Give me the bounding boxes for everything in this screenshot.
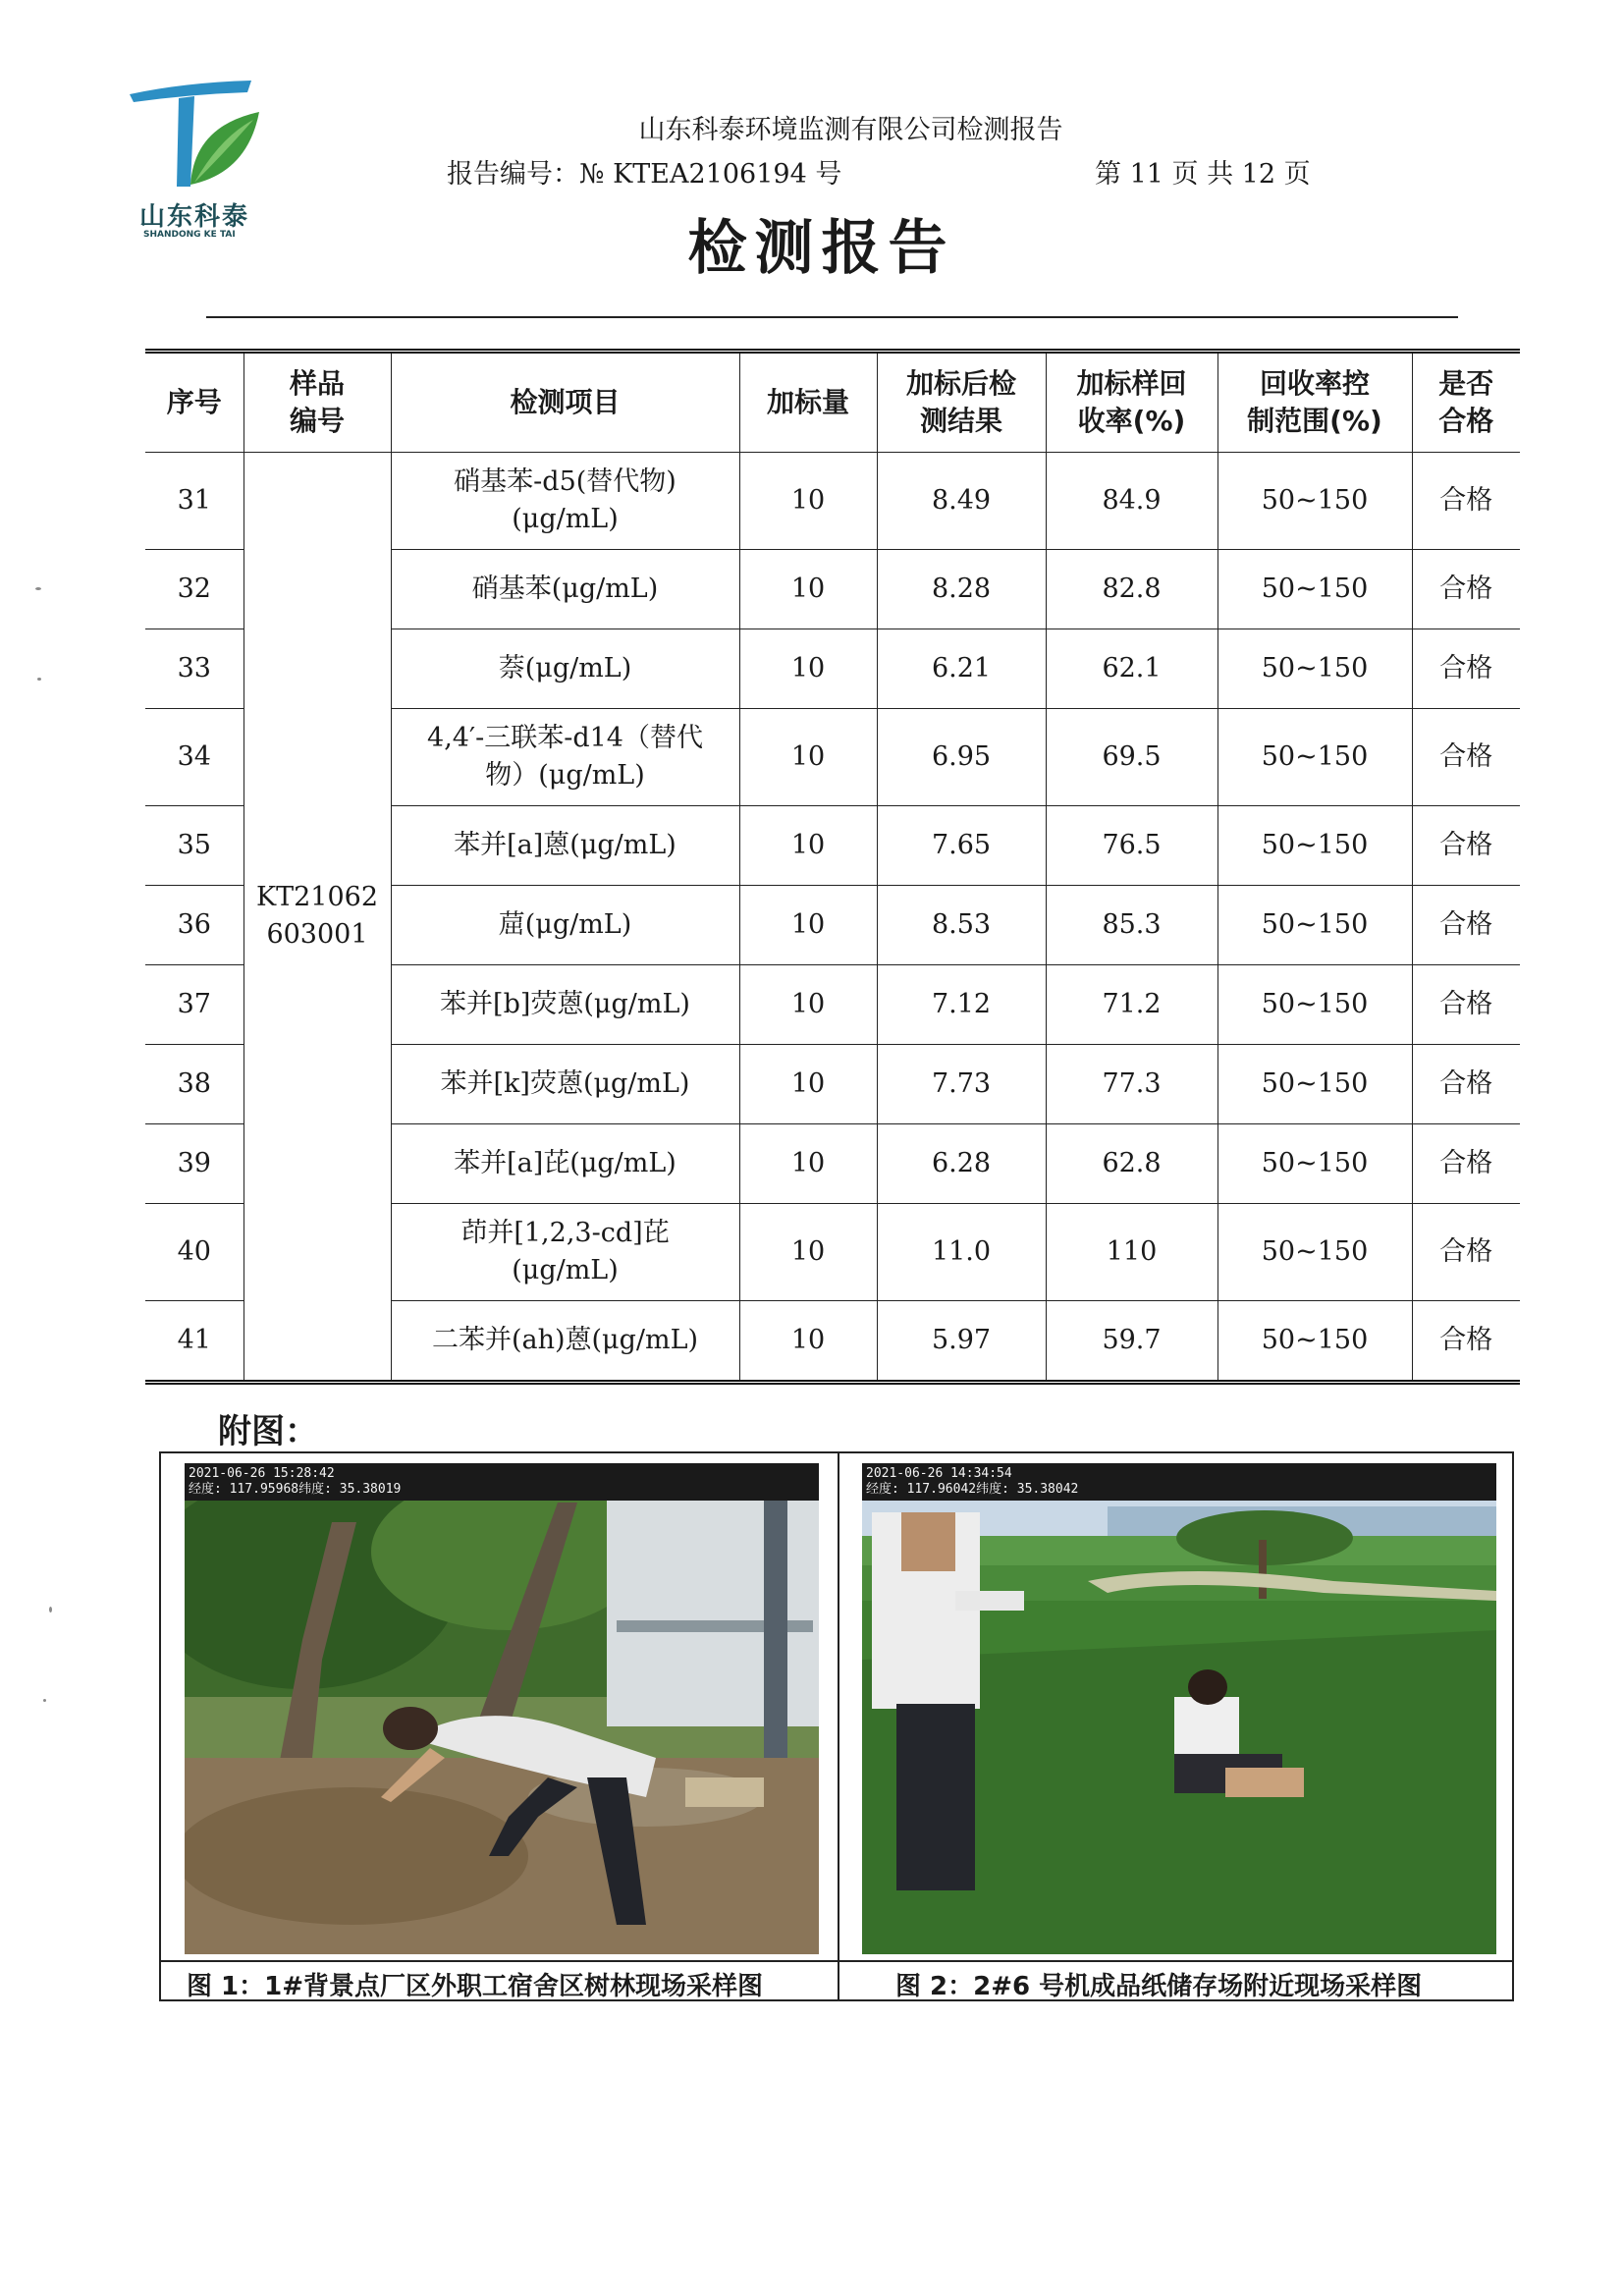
table-row: 40 茚并[1,2,3-cd]芘 (μg/mL) 10 11.0 110 50~150 合格 <box>145 1204 1520 1301</box>
scan-speck <box>35 587 41 590</box>
table-row: 32 硝基苯(μg/mL) 10 8.28 82.8 50~150 合格 <box>145 550 1520 629</box>
item-cell: 4,4′-三联苯-d14（替代 物）(μg/mL) <box>391 709 739 806</box>
table-row: 35 苯并[a]蒽(μg/mL) 10 7.65 76.5 50~150 合格 <box>145 806 1520 886</box>
header-divider <box>206 316 1458 318</box>
scan-speck <box>43 1699 46 1702</box>
company-line: 山东科泰环境监测有限公司检测报告 <box>638 115 1063 145</box>
photo-1-time: 2021-06-26 15:28:42 <box>189 1466 335 1481</box>
item-cell: 硝基苯-d5(替代物) (μg/mL) <box>391 453 739 550</box>
table-row: 31 KT21062 603001 硝基苯-d5(替代物) (μg/mL) 10 8.49 84.9 50~150 合格 <box>145 453 1520 550</box>
photo-2-coords: 经度: 117.96042纬度: 35.38042 <box>866 1482 1079 1497</box>
item-cell: 二苯并(ah)蒽(μg/mL) <box>391 1301 739 1383</box>
item-cell: 苯并[b]荧蒽(μg/mL) <box>391 965 739 1045</box>
page-info: 第 11 页 共 12 页 <box>1095 159 1311 190</box>
table-row: 39 苯并[a]芘(μg/mL) 10 6.28 62.8 50~150 合格 <box>145 1124 1520 1204</box>
results-table <box>145 349 1520 1385</box>
document-title: 检测报告 <box>687 214 955 283</box>
item-cell: 萘(μg/mL) <box>391 629 739 709</box>
attachments-label: 附图： <box>218 1412 318 1451</box>
scan-speck <box>37 678 41 681</box>
table-row: 37 苯并[b]荧蒽(μg/mL) 10 7.12 71.2 50~150 合格 <box>145 965 1520 1045</box>
header-pass: 是否 合格 <box>1412 352 1520 453</box>
header-recovery: 加标样回 收率(%) <box>1046 352 1217 453</box>
item-cell: 䓛(μg/mL) <box>391 886 739 965</box>
table-row: 41 二苯并(ah)蒽(μg/mL) 10 5.97 59.7 50~150 合格 <box>145 1301 1520 1383</box>
item-cell: 苯并[a]蒽(μg/mL) <box>391 806 739 886</box>
table-row: 36 䓛(μg/mL) 10 8.53 85.3 50~150 合格 <box>145 886 1520 965</box>
logo-subtext: SHANDONG KE TAI <box>143 230 236 240</box>
sampling-scene-image <box>862 1463 1496 1954</box>
item-cell: 苯并[a]芘(μg/mL) <box>391 1124 739 1204</box>
item-cell: 硝基苯(μg/mL) <box>391 550 739 629</box>
photo-1-coords: 经度: 117.95968纬度: 35.38019 <box>189 1482 402 1497</box>
sample-id-cell: KT21062 603001 <box>243 453 391 1383</box>
table-row: 38 苯并[k]荧蒽(μg/mL) 10 7.73 77.3 50~150 合格 <box>145 1045 1520 1124</box>
sampling-photo-2 <box>862 1463 1496 1954</box>
item-cell: 苯并[k]荧蒽(μg/mL) <box>391 1045 739 1124</box>
photo-divider <box>838 1451 839 2001</box>
logo-text: 山东科泰 <box>139 202 250 232</box>
scan-speck <box>49 1607 52 1613</box>
report-number: 报告编号：№ KTEA2106194 号 <box>447 159 842 190</box>
header-result: 加标后检 测结果 <box>877 352 1046 453</box>
table-row: 34 4,4′-三联苯-d14（替代 物）(μg/mL) 10 6.95 69.5 50~150 合格 <box>145 709 1520 806</box>
table-header-row <box>145 352 1520 453</box>
header-spike: 加标量 <box>739 352 877 453</box>
header-range: 回收率控 制范围(%) <box>1217 352 1412 453</box>
photo-1-caption: 图 1：1#背景点厂区外职工宿舍区树林现场采样图 <box>187 1972 764 2001</box>
photo-2-caption: 图 2：2#6 号机成品纸储存场附近现场采样图 <box>895 1972 1423 2001</box>
photo-2-time: 2021-06-26 14:34:54 <box>866 1466 1012 1481</box>
header-item: 检测项目 <box>391 352 739 453</box>
header-sample-id: 样品 编号 <box>243 352 391 453</box>
sampling-photo-1 <box>185 1463 819 1954</box>
header-no: 序号 <box>145 352 243 453</box>
table-row: 33 萘(μg/mL) 10 6.21 62.1 50~150 合格 <box>145 629 1520 709</box>
item-cell: 茚并[1,2,3-cd]芘 (μg/mL) <box>391 1204 739 1301</box>
sampling-scene-image <box>185 1463 819 1954</box>
caption-divider <box>159 1960 1514 1962</box>
